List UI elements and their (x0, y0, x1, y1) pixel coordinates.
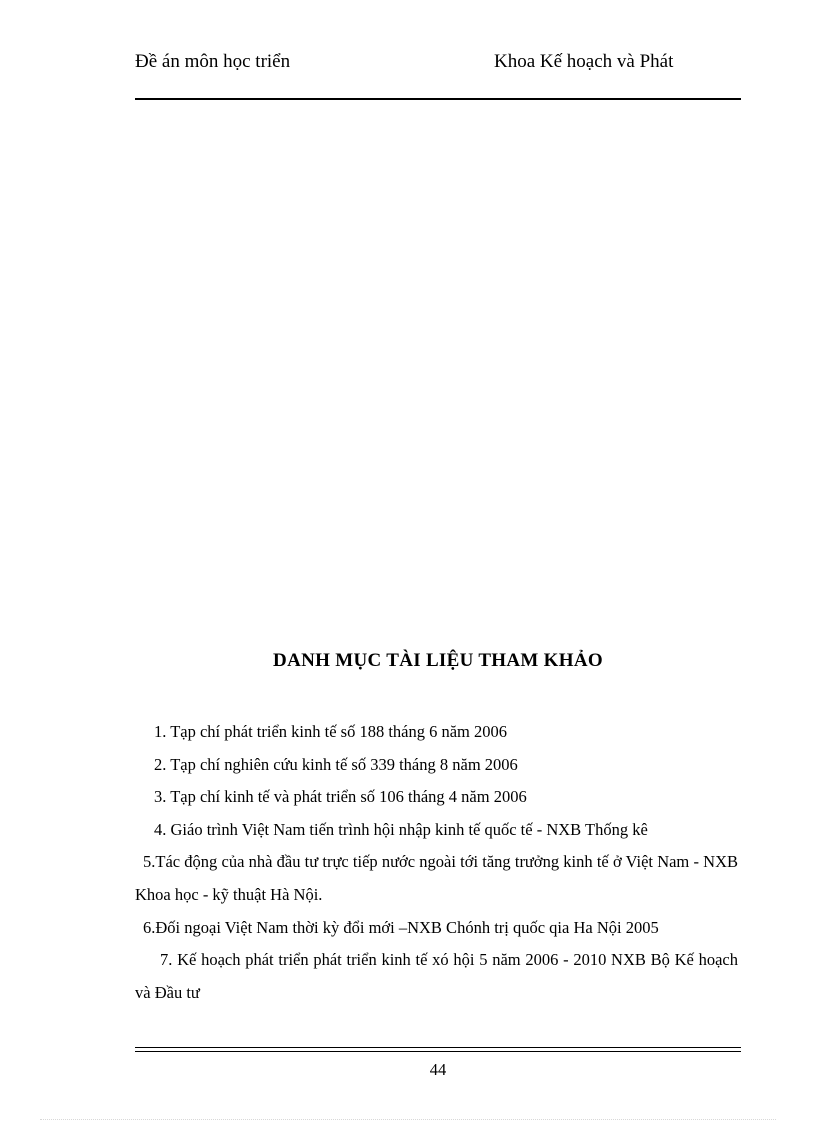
footer-divider (135, 1047, 741, 1052)
header-faculty-label: Khoa Kế hoạch và Phát (494, 51, 674, 72)
reference-item-3: 3. Tạp chí kinh tế và phát triển số 106 tháng 4 năm 2006 (154, 787, 527, 807)
header-course-label: Đề án môn học triển (135, 51, 291, 72)
page-edge-divider (40, 1119, 776, 1120)
page-title: DANH MỤC TÀI LIỆU THAM KHẢO (273, 650, 603, 671)
reference-item-1: 1. Tạp chí phát triển kinh tế số 188 tháng 6 năm 2006 (154, 722, 508, 741)
page-number: 44 (429, 1060, 447, 1079)
header-divider (135, 98, 741, 100)
reference-item-5: 5.Tác động của nhà đầu tư trực tiếp nước ngoài tới tăng trưởng kinh tế ở Việt Nam - NXB Khoa học - kỹ thuật Hà Nội. (135, 852, 738, 904)
reference-item-6: 6.Đối ngoại Việt Nam thời kỳ đổi mới –NXB Chónh trị quốc qia Ha Nội 2005 (143, 917, 659, 937)
reference-list (135, 716, 738, 1009)
reference-item-4: 4. Giáo trình Việt Nam tiến trình hội nhập kinh tế quốc tế - NXB Thống kê (154, 819, 648, 839)
reference-item-7: 7. Kế hoạch phát triển phát triển kinh tế xó hội 5 năm 2006 - 2010 NXB Bộ Kế hoạch và Đầu tư (135, 950, 738, 1002)
reference-item-2: 2. Tạp chí nghiên cứu kinh tế số 339 tháng 8 năm 2006 (154, 754, 518, 774)
